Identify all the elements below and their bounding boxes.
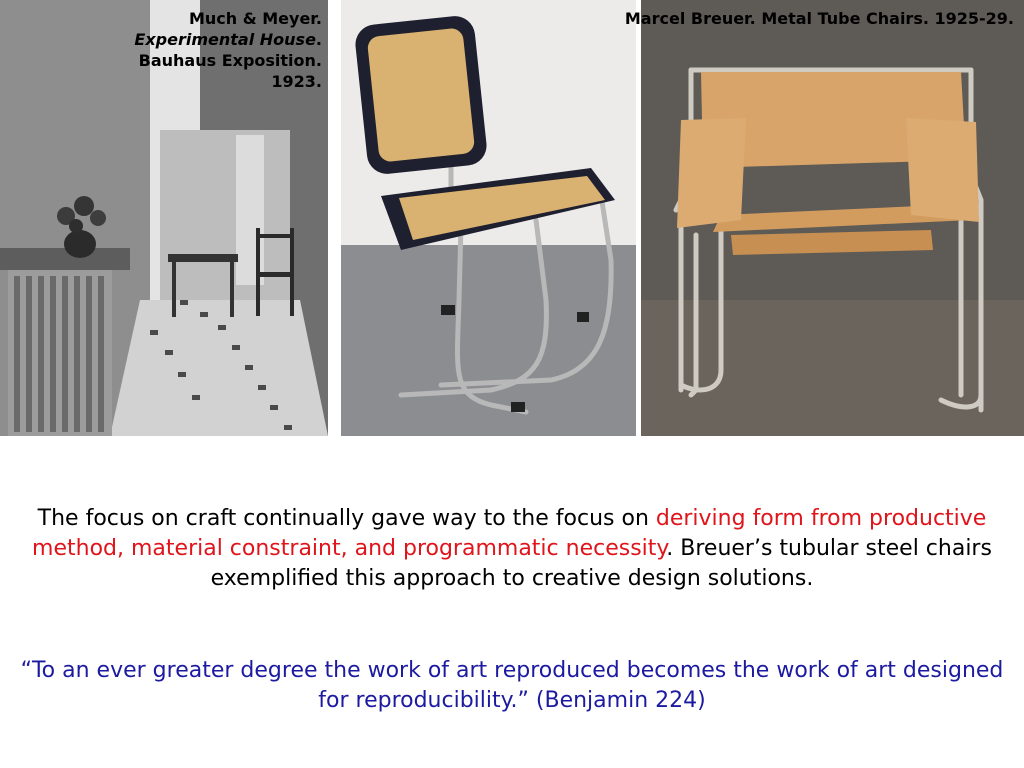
- caption-house-part2: . Bauhaus Exposition. 1923.: [138, 30, 322, 91]
- cantilever-chair-photo: [341, 0, 636, 436]
- cantilever-chair-illustration: [341, 0, 636, 436]
- caption-chairs: Marcel Breuer. Metal Tube Chairs. 1925-29.: [624, 9, 1014, 28]
- main-paragraph: [14, 504, 1010, 594]
- benjamin-quote: “To an ever greater degree the work of art reproduced becomes the work of art designed for reproducibility.” (Benjamin 224): [20, 658, 1004, 713]
- caption-house-title: Experimental House: [134, 30, 316, 49]
- wassily-chair-illustration: [641, 0, 1024, 436]
- caption-house-part1: Much & Meyer.: [188, 9, 322, 28]
- caption-house: [100, 8, 322, 92]
- wassily-chair-photo: [641, 0, 1024, 436]
- main-paragraph-highlight: deriving form from productive method, material constraint, and programmatic necessity: [32, 506, 987, 561]
- main-paragraph-text1: The focus on craft continually gave way to the focus on: [37, 506, 656, 531]
- main-paragraph-text2: . Breuer’s tubular steel chairs exemplified this approach to creative design solutions.: [210, 536, 992, 591]
